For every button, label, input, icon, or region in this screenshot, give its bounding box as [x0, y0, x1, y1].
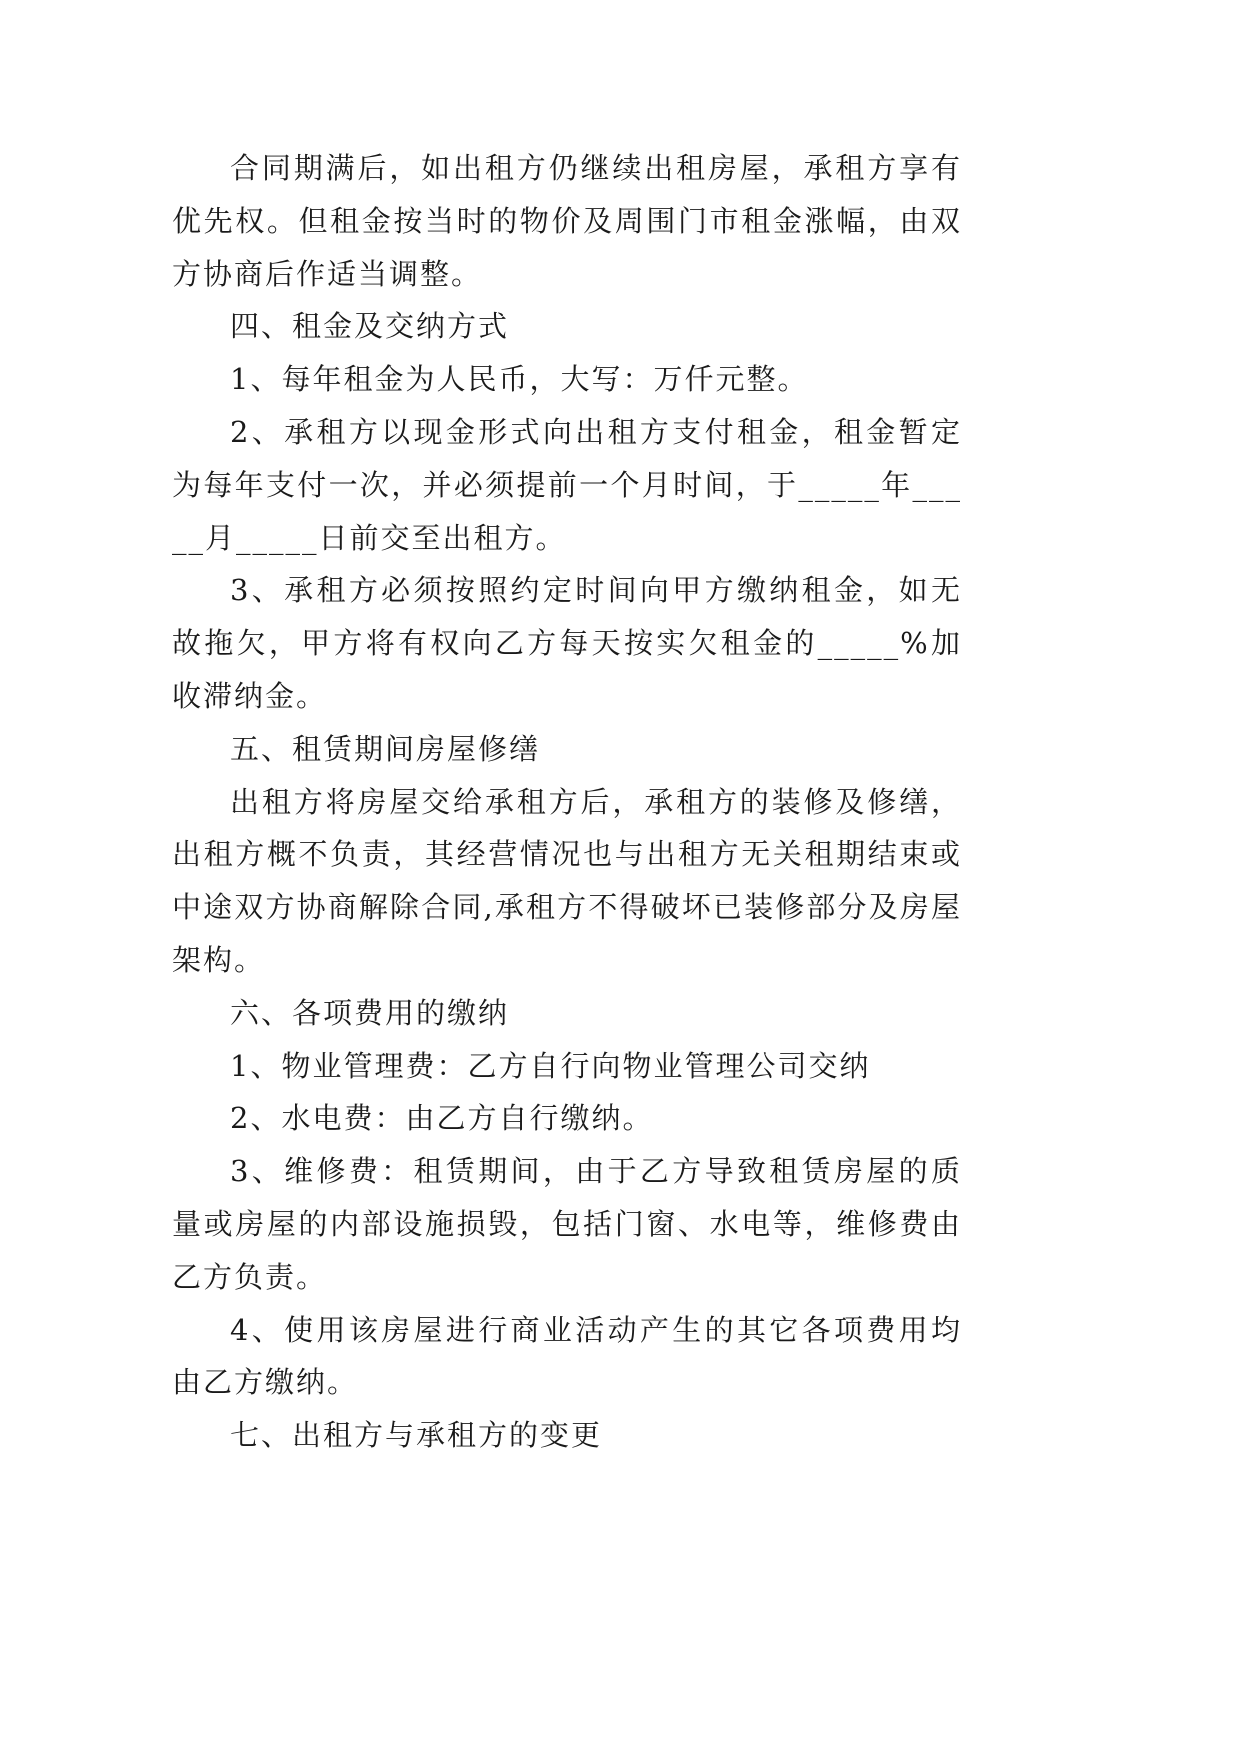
- clause-payment-method: 2、承租方以现金形式向出租方支付租金，租金暂定为每年支付一次，并必须提前一个月时间，于_____年_____月_____日前交至出租方。: [172, 414, 962, 555]
- section-heading-repairs: 五、租赁期间房屋修缮: [230, 731, 541, 766]
- section-heading-rent-payment: 四、租金及交纳方式: [230, 309, 510, 344]
- section-heading-fees: 六、各项费用的缴纳: [230, 995, 510, 1030]
- clause-annual-rent: 1、每年租金为人民币，大写：万仟元整。: [230, 362, 809, 397]
- clause-late-fee: 3、承租方必须按照约定时间向甲方缴纳租金，如无故拖欠，甲方将有权向乙方每天按实欠租金的_____%加收滞纳金。: [172, 573, 962, 713]
- clause-utilities-fee: 2、水电费：由乙方自行缴纳。: [230, 1101, 654, 1136]
- clause-property-fee: 1、物业管理费：乙方自行向物业管理公司交纳: [230, 1048, 871, 1083]
- paragraph-repairs: 出租方将房屋交给承租方后，承租方的装修及修缮，出租方概不负责，其经营情况也与出租方无关租期结束或中途双方协商解除合同,承租方不得破坏已装修部分及房屋架构。: [172, 784, 962, 977]
- paragraph-renewal-priority: 合同期满后，如出租方仍继续出租房屋，承租方享有优先权。但租金按当时的物价及周围门市租金涨幅，由双方协商后作适当调整。: [172, 151, 962, 291]
- clause-other-fees: 4、使用该房屋进行商业活动产生的其它各项费用均由乙方缴纳。: [172, 1312, 962, 1400]
- document-body: [172, 142, 962, 1462]
- clause-maintenance-fee: 3、维修费：租赁期间，由于乙方导致租赁房屋的质量或房屋的内部设施损毁，包括门窗、水电等，维修费由乙方负责。: [172, 1154, 962, 1294]
- section-heading-party-change: 七、出租方与承租方的变更: [230, 1418, 603, 1453]
